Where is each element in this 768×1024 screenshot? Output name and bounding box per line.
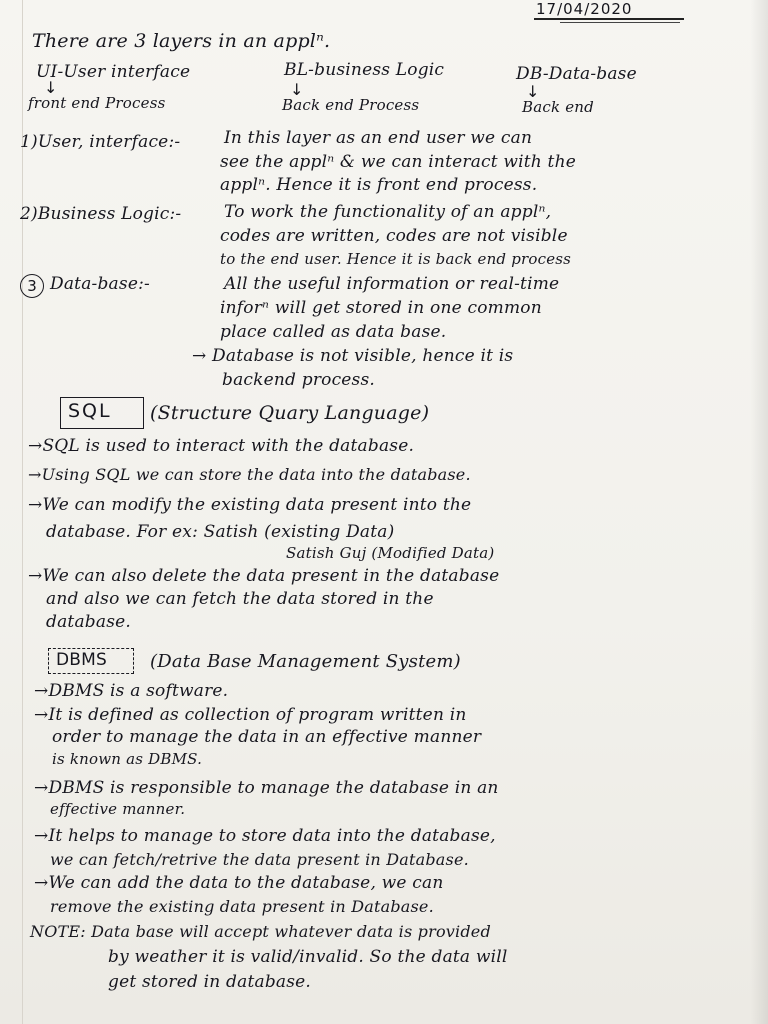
- ui-line: see the applⁿ & we can interact with the: [220, 152, 576, 172]
- db-line: place called as data base.: [220, 322, 447, 342]
- dbms-point: order to manage the data in an effective manner: [52, 727, 482, 747]
- bl-sublabel: Back end Process: [282, 96, 420, 114]
- sql-point: and also we can fetch the data stored in the: [46, 589, 434, 609]
- dbms-point: →It helps to manage to store data into the database,: [34, 826, 496, 846]
- dbms-point: effective manner.: [50, 800, 186, 818]
- db-sublabel: Back end: [522, 98, 594, 116]
- sql-point: →Using SQL we can store the data into the database.: [28, 465, 471, 484]
- bl-line: To work the functionality of an applⁿ,: [224, 202, 552, 222]
- sql-point: →We can also delete the data present in the database: [28, 566, 500, 586]
- ui-line: In this layer as an end user we can: [224, 128, 533, 148]
- dbms-point: is known as DBMS.: [52, 750, 203, 768]
- bl-line: codes are written, codes are not visible: [220, 226, 568, 246]
- note-line: by weather it is valid/invalid. So the data will: [108, 947, 508, 967]
- db-arrow-line: → Database is not visible, hence it is: [192, 346, 514, 366]
- ui-line: applⁿ. Hence it is front end process.: [220, 175, 538, 195]
- sql-point: database.: [46, 612, 131, 632]
- margin-line: [22, 0, 23, 1024]
- page-date: 17/04/2020: [536, 0, 633, 18]
- sql-title: (Structure Quary Language): [150, 402, 430, 424]
- db-heading: Data-base:-: [50, 274, 150, 294]
- ui-heading: 1)User, interface:-: [20, 132, 181, 152]
- dbms-point: remove the existing data present in Database.: [50, 897, 434, 916]
- note-line: get stored in database.: [108, 972, 312, 992]
- dbms-point: →DBMS is a software.: [34, 681, 229, 701]
- arrow-down-icon: ↓: [290, 80, 304, 99]
- sql-point: →We can modify the existing data present into the: [28, 495, 472, 515]
- dbms-point: we can fetch/retrive the data present in Database.: [50, 850, 469, 869]
- db-line: inforⁿ will get stored in one common: [220, 298, 542, 318]
- date-underline: [534, 18, 684, 20]
- page-edge-shadow: [750, 0, 768, 1024]
- intro-line: There are 3 layers in an applⁿ.: [32, 30, 331, 52]
- db-label: DB-Data-base: [516, 64, 637, 84]
- dbms-point: →It is defined as collection of program written in: [34, 705, 467, 725]
- sql-point: database. For ex: Satish (existing Data): [46, 522, 395, 542]
- bl-label: BL-business Logic: [284, 60, 445, 80]
- db-line: All the useful information or real-time: [224, 274, 560, 294]
- bl-heading: 2)Business Logic:-: [20, 204, 182, 224]
- arrow-down-icon: ↓: [44, 78, 58, 97]
- date-underline-2: [560, 22, 680, 23]
- arrow-down-icon: ↓: [526, 82, 540, 101]
- ui-label: UI-User interface: [36, 62, 191, 82]
- sql-box-label: SQL: [68, 400, 112, 422]
- dbms-box-label: DBMS: [56, 650, 108, 670]
- section-number-circle: 3: [20, 274, 44, 298]
- dbms-point: →We can add the data to the database, we can: [34, 873, 444, 893]
- sql-point: →SQL is used to interact with the database.: [28, 436, 415, 456]
- dbms-title: (Data Base Management System): [150, 651, 461, 672]
- db-arrow-line: backend process.: [222, 370, 376, 390]
- bl-line: to the end user. Hence it is back end process: [220, 250, 572, 268]
- sql-point: Satish Guj (Modified Data): [286, 544, 495, 562]
- ui-sublabel: front end Process: [28, 94, 166, 112]
- note-line: NOTE: Data base will accept whatever data is provided: [30, 922, 491, 941]
- dbms-point: →DBMS is responsible to manage the database in an: [34, 778, 499, 798]
